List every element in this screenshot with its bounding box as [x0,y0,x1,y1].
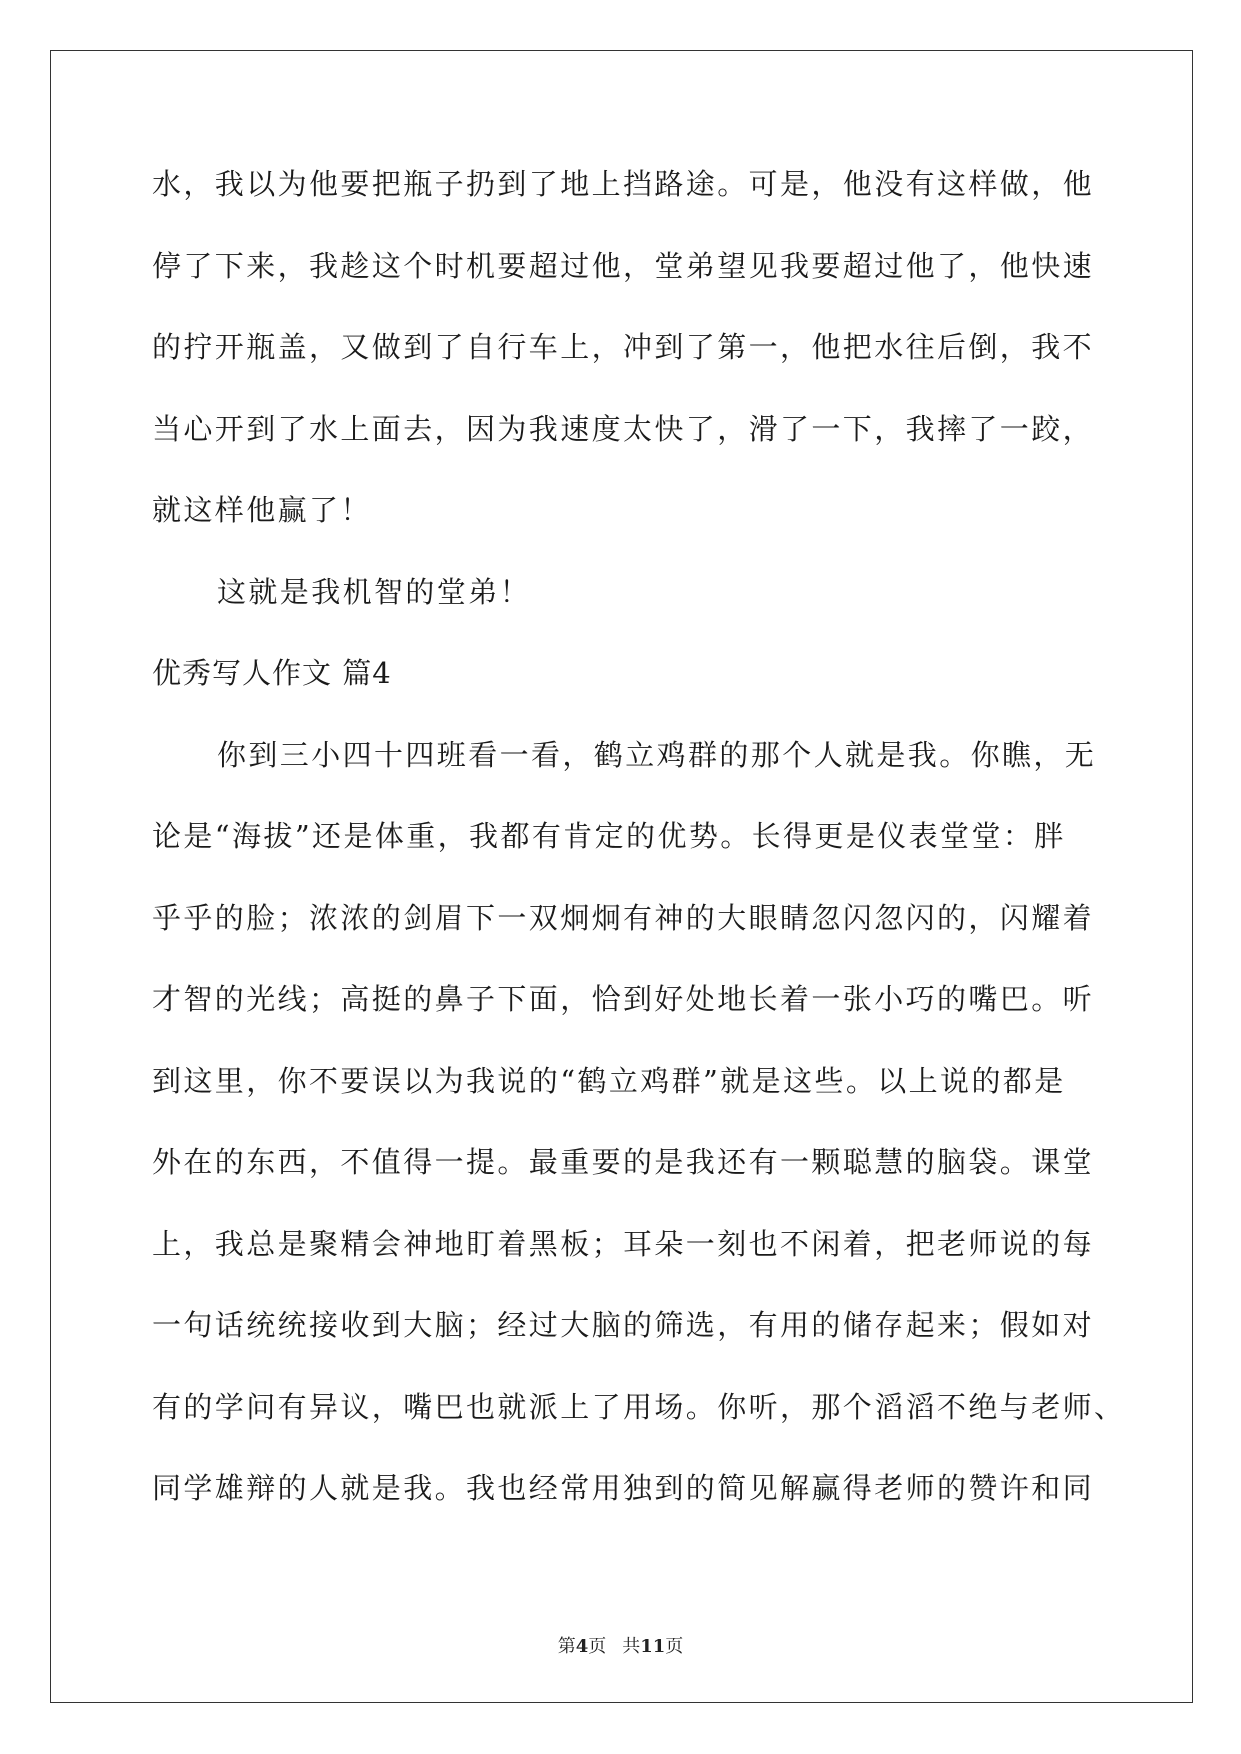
footer-page-suffix: 页 [588,1636,607,1657]
text-line-11: 才智的光线；高挺的鼻子下面，恰到好处地长着一张小巧的嘴巴。听 [152,982,1095,1016]
section-heading: 优秀写人作文 篇4 [152,656,392,690]
text-line-16: 有的学问有异议，嘴巴也就派上了用场。你听，那个滔滔不绝与老师、 [152,1389,1126,1424]
footer-page-prefix: 第 [557,1636,576,1657]
text-line-1: 水，我以为他要把瓶子扔到了地上挡路途。可是，他没有这样做，他 [152,167,1095,201]
text-line-5: 就这样他赢了！ [152,493,372,527]
text-line-14: 上，我总是聚精会神地盯着黑板；耳朵一刻也不闲着，把老师说的每 [152,1226,1095,1261]
text-line-4: 当心开到了水上面去，因为我速度太快了，滑了一下，我摔了一跤， [152,411,1095,446]
text-line-9: 论是“海拔”还是体重，我都有肯定的优势。长得更是仪表堂堂：胖 [152,819,1066,853]
footer-total-suffix: 页 [665,1636,684,1657]
total-page-count: 11 [640,1636,666,1657]
text-line-15: 一句话统统接收到大脑；经过大脑的筛选，有用的储存起来；假如对 [152,1308,1095,1342]
text-line-13: 外在的东西，不值得一提。最重要的是我还有一颗聪慧的脑袋。课堂 [152,1145,1095,1179]
text-line-12: 到这里，你不要误以为我说的“鹤立鸡群”就是这些。以上说的都是 [152,1063,1066,1098]
current-page-number: 4 [575,1636,589,1657]
footer-total-prefix: 共 [622,1636,641,1657]
text-line-17: 同学雄辩的人就是我。我也经常用独到的简见解赢得老师的赞许和同 [152,1471,1095,1505]
paragraph-start: 你到三小四十四班看一看，鹤立鸡群的那个人就是我。你瞧，无 [217,737,1097,772]
paragraph-conclusion: 这就是我机智的堂弟！ [217,574,532,609]
document-body [152,164,1126,1550]
text-line-10: 乎乎的脸；浓浓的剑眉下一双炯炯有神的大眼睛忽闪忽闪的，闪耀着 [152,900,1095,935]
text-line-3: 的拧开瓶盖，又做到了自行车上，冲到了第一，他把水往后倒，我不 [152,330,1095,364]
text-line-2: 停了下来，我趁这个时机要超过他，堂弟望见我要超过他了，他快速 [152,248,1095,283]
page-footer [0,1632,1241,1658]
